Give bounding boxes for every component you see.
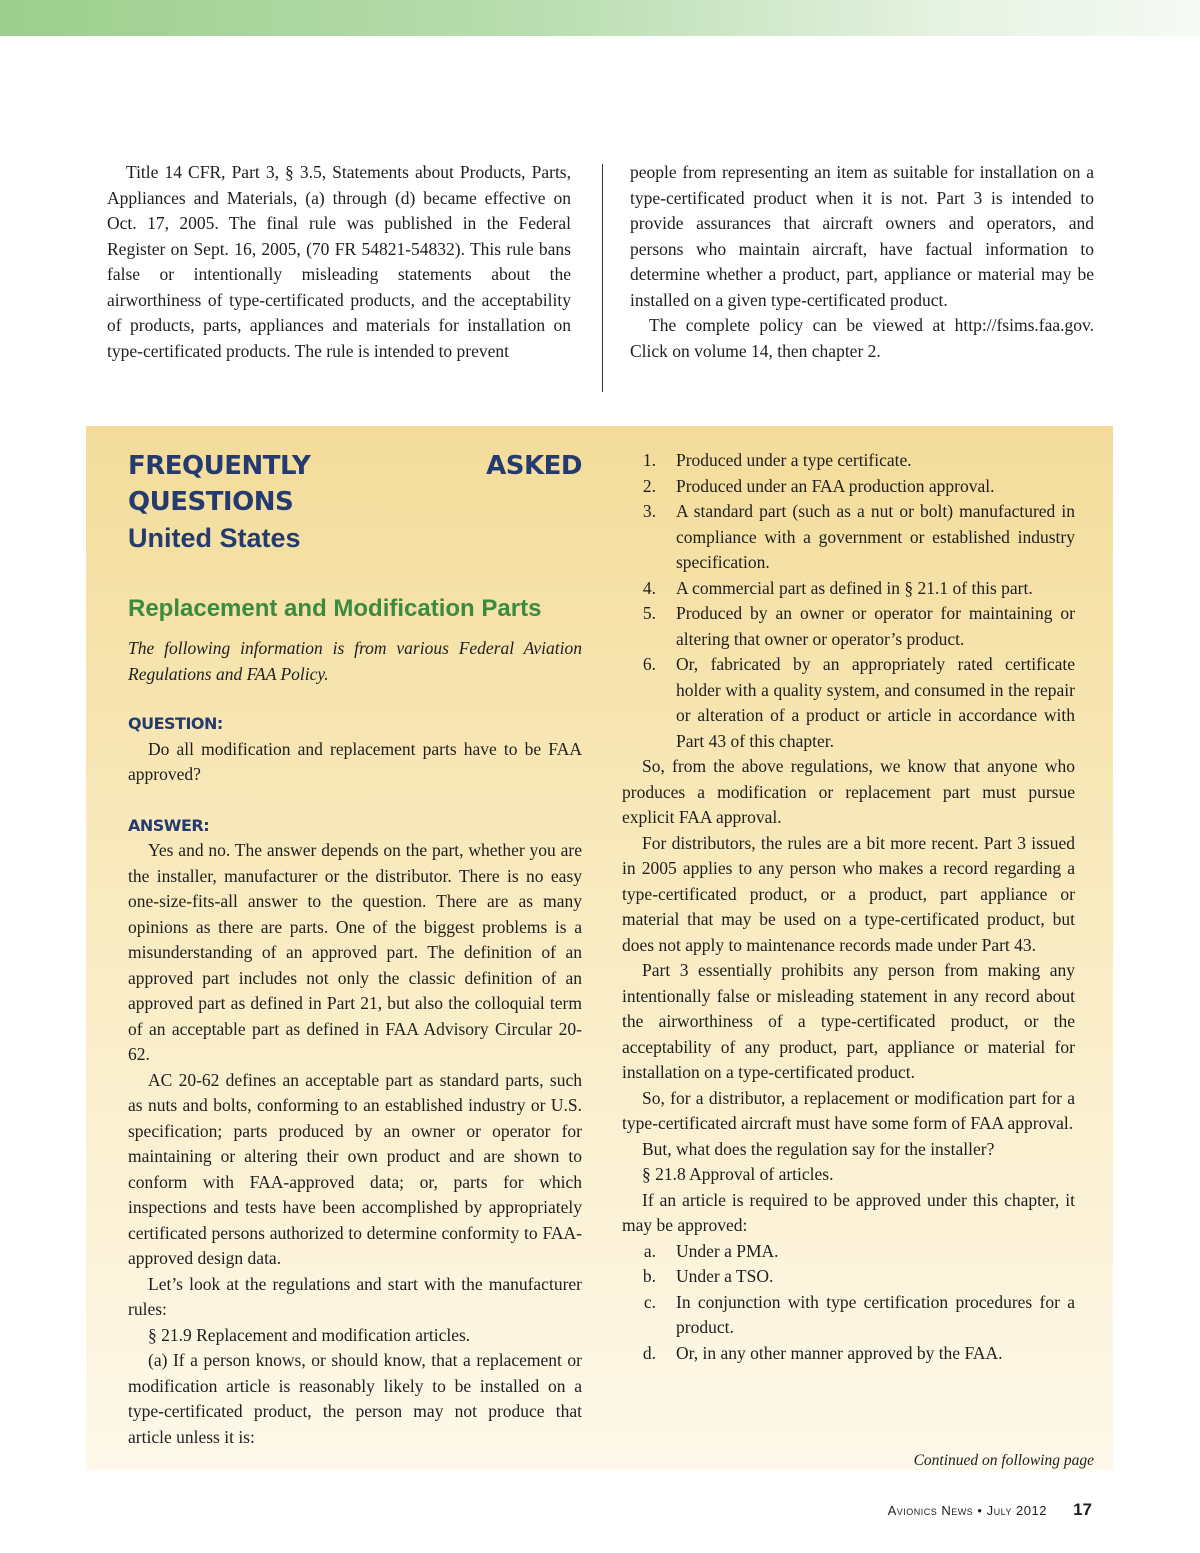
intro-column-right [630, 160, 1094, 364]
lettered-list [622, 1239, 1075, 1367]
list-item-text: Or, fabricated by an appropriately rated certificate holder with a quality system, and consumed in the repair or alteration of a product or article in accordance with Part 43 of this chapter. [676, 654, 1075, 751]
column-divider [602, 164, 603, 392]
answer-paragraph: If an article is required to be approved under this chapter, it may be approved: [622, 1189, 1075, 1235]
list-item [622, 499, 1075, 576]
page-number: 17 [1073, 1500, 1092, 1519]
answer-paragraph: But, what does the regulation say for the installer? [642, 1138, 995, 1159]
list-item-text: Produced under an FAA production approval. [676, 475, 995, 496]
answer-paragraph: AC 20-62 defines an acceptable part as standard parts, such as nuts and bolts, conforming to an established industry or U.S. specification; parts produced by an owner or operator for maintaining or altering their own product and are shown to conform with FAA-approved data; or, parts for which inspections and tests have been accomplished by appropriately certificated persons authorized to determine conformity to FAA-approved design data. [128, 1069, 582, 1268]
faq-title: FREQUENTLY ASKED QUESTIONS [128, 451, 582, 517]
answer-paragraph: For distributors, the rules are a bit more recent. Part 3 issued in 2005 applies to any person who makes a record regarding a type-certificated product, or a product, part appliance or material that may be used on a type-certificated product, but does not apply to maintenance records made under Part 43. [622, 832, 1075, 955]
faq-subtitle: United States [128, 523, 301, 553]
answer-paragraph: (a) If a person knows, or should know, that a replacement or modification article is reasonably likely to be installed on a type-certificated product, the person may not produce that article unless it is: [128, 1350, 582, 1447]
intro-column-left [107, 160, 571, 364]
publication-name: Avionics News [887, 1503, 974, 1518]
numbered-list [622, 448, 1075, 754]
list-number: 6. [642, 654, 656, 674]
list-number: 4. [642, 577, 656, 598]
list-item-text: Under a PMA. [676, 1240, 779, 1261]
list-item-text: Under a TSO. [676, 1266, 774, 1286]
issue-date: July 2012 [986, 1503, 1047, 1518]
list-item-text: In conjunction with type certification procedures for a product. [676, 1291, 1075, 1337]
list-item [622, 652, 1075, 754]
list-number: 5. [642, 603, 656, 623]
intro-paragraph: Title 14 CFR, Part 3, § 3.5, Statements about Products, Parts, Appliances and Materials, (a) through (d) became effective on Oct. 17, 2005. The final rule was published in the Federal Register on Sept. 16, 2005, (70 FR 54821-54832). This rule bans false or intentionally misleading statements about the airworthiness of type-certificated products, and the acceptability of products, parts, appliances and materials for installation on type-certificated products. The rule is intended to prevent [107, 162, 571, 361]
list-letter: a. [643, 1240, 656, 1261]
question-label: QUESTION: [128, 714, 223, 733]
footer-separator: • [977, 1503, 983, 1518]
answer-paragraph: Part 3 essentially prohibits any person from making any intentionally false or misleading statement in any record about the airworthiness of a type-certificated product, or the acceptability of any product, part, appliance or material for installation on a type-certificated product. [622, 960, 1075, 1082]
answer-label: ANSWER: [128, 815, 210, 835]
answer-paragraph: So, from the above regulations, we know that anyone who produces a modification or replacement part must pursue explicit FAA approval. [622, 756, 1075, 827]
section-title: Replacement and Modification Parts [128, 595, 542, 622]
list-number: 3. [642, 501, 656, 521]
page-footer [888, 1498, 1092, 1522]
list-item [622, 474, 1075, 500]
continued-note: Continued on following page [913, 1452, 1094, 1469]
list-item [622, 1264, 1075, 1290]
intro-paragraph: The complete policy can be viewed at http://fsims.faa.gov. Click on volume 14, then chapter 2. [630, 315, 1094, 361]
list-item-text: A commercial part as defined in § 21.1 of this part. [676, 577, 1033, 598]
list-letter: b. [642, 1266, 656, 1286]
list-item [622, 601, 1075, 652]
list-item-text: A standard part (such as a nut or bolt) manufactured in compliance with a government or established industry specification. [676, 501, 1075, 572]
list-letter: c. [643, 1291, 656, 1312]
list-item [622, 1341, 1075, 1367]
regulation-heading: § 21.8 Approval of articles. [642, 1164, 834, 1184]
list-item [622, 576, 1075, 602]
answer-paragraph: So, for a distributor, a replacement or modification part for a type-certificated aircraft must have some form of FAA approval. [622, 1087, 1075, 1133]
list-item [622, 1239, 1075, 1265]
regulation-heading: § 21.9 Replacement and modification articles. [148, 1324, 471, 1345]
list-item-text: Or, in any other manner approved by the FAA. [676, 1342, 1003, 1363]
list-item [622, 1290, 1075, 1341]
list-number: 1. [642, 450, 656, 470]
list-item-text: Produced under a type certificate. [676, 450, 912, 470]
header-accent-bar [0, 0, 1200, 36]
question-text: Do all modification and replacement parts have to be FAA approved? [128, 738, 582, 784]
answer-paragraph: Let’s look at the regulations and start with the manufacturer rules: [128, 1273, 582, 1319]
list-item [622, 448, 1075, 474]
list-item-text: Produced by an owner or operator for maintaining or altering that owner or operator’s product. [676, 603, 1075, 649]
intro-paragraph: people from representing an item as suitable for installation on a type-certificated product when it is not. Part 3 is intended to provide assurances that aircraft owners and operators, and persons who maintain aircraft, have factual information to determine whether a product, part, appliance or material may be installed on a given type-certificated product. [630, 162, 1094, 310]
list-number: 2. [642, 475, 656, 496]
source-note: The following information is from various Federal Aviation Regulations and FAA Policy. [128, 638, 582, 684]
faq-column-left [128, 448, 582, 1450]
list-letter: d. [642, 1342, 656, 1363]
answer-paragraph: Yes and no. The answer depends on the part, whether you are the installer, manufacturer or the distributor. There is no easy one-size-fits-all answer to the question. There are as many opinions as there are parts. One of the biggest problems is a misunderstanding of an approved part. The definition of an approved part includes not only the classic definition of an approved part as defined in Part 21, but also the colloquial term of an acceptable part as defined in FAA Advisory Circular 20-62. [128, 840, 582, 1064]
faq-column-right [622, 448, 1075, 1366]
